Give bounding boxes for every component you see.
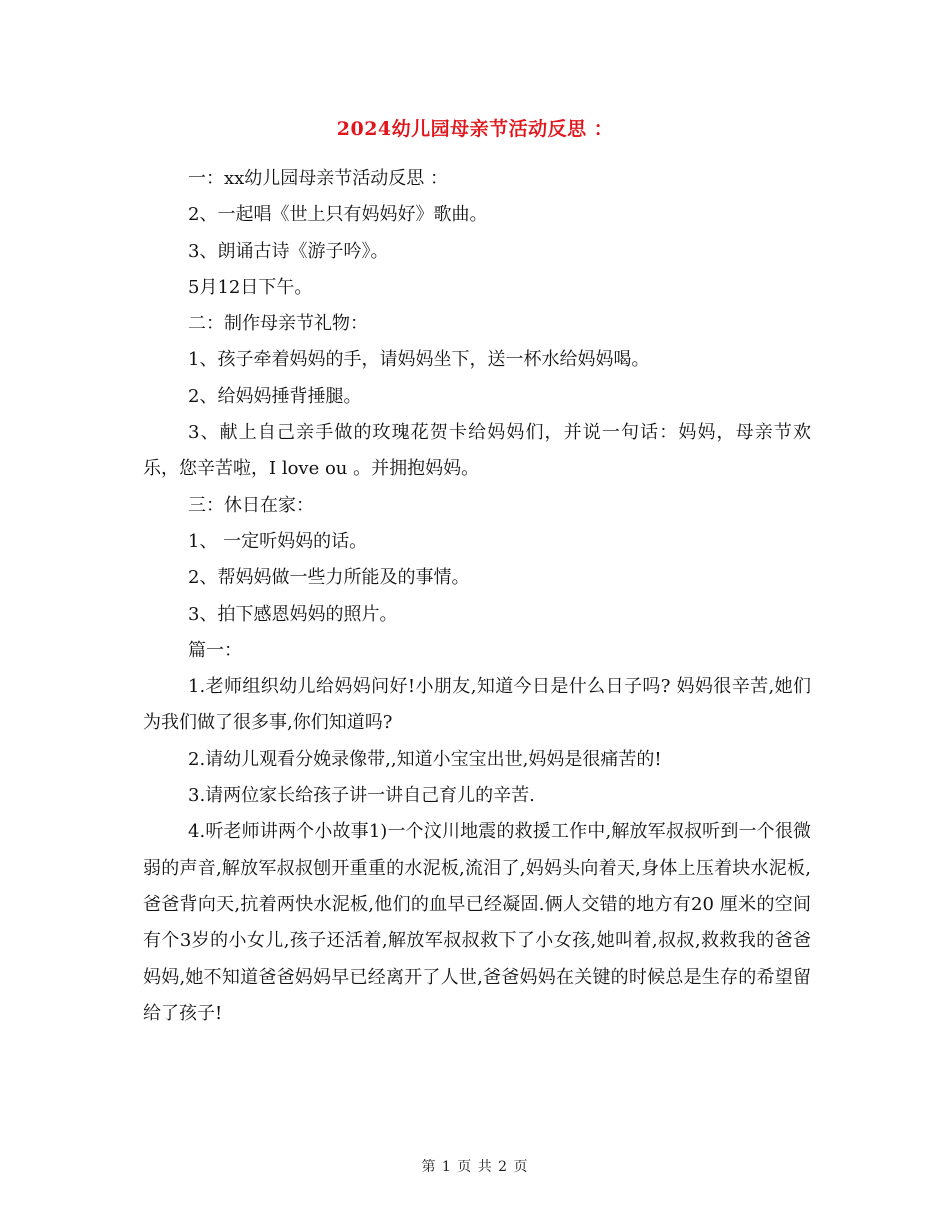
paragraph: 4.听老师讲两个小故事1)一个汶川地震的救援工作中,解放军叔叔听到一个很微弱的声音,解放军叔叔刨开重重的水泥板,流泪了,妈妈头向着天,身体上压着块水泥板,爸爸背向天,抗着两快水泥板,他们的血早已经凝固.俩人交错的地方有20 厘米的空间有个3岁的小女儿,孩子还活着,解放军叔叔救下了小女孩,她叫着,叔叔,救救我的爸爸妈妈,她不知道爸爸妈妈早已经离开了人世,爸爸妈妈在关键的时候总是生存的希望留给了孩子!: [143, 821, 811, 1024]
paragraph: 3.请两位家长给孩子讲一讲自己育儿的辛苦.: [188, 785, 535, 807]
paragraph: 2、帮妈妈做一些力所能及的事情。: [188, 567, 470, 589]
paragraph: 1、孩子牵着妈妈的手，请妈妈坐下，送一杯水给妈妈喝。: [188, 349, 650, 371]
paragraph: 三：休日在家：: [188, 494, 314, 516]
paragraph: 3、拍下感恩妈妈的照片。: [188, 603, 398, 625]
document-title: 2024幼儿园母亲节活动反思 ：: [336, 118, 614, 140]
paragraph: 一：xx幼儿园母亲节活动反思 ：: [188, 168, 449, 189]
paragraph: 篇一：: [188, 639, 242, 661]
paragraph: 2、一起唱《世上只有妈妈好》歌曲。: [188, 204, 488, 226]
page-footer: 第 1 页 共 2 页: [421, 1159, 529, 1175]
paragraph: 2、给妈妈捶背捶腿。: [188, 385, 362, 407]
paragraph: 1.老师组织幼儿给妈妈问好!小朋友,知道今日是什么日子吗? 妈妈很辛苦,她们为我们做了很多事,你们知道吗?: [143, 676, 811, 734]
paragraph: 1、 一定听妈妈的话。: [188, 530, 368, 552]
paragraph: 3、献上自己亲手做的玫瑰花贺卡给妈妈们，并说一句话：妈妈，母亲节欢乐，您辛苦啦，I love ou 。并拥抱妈妈。: [143, 422, 811, 480]
paragraph: 3、朗诵古诗《游子吟》。: [188, 240, 389, 262]
paragraph: 2.请幼儿观看分娩录像带,,知道小宝宝出世,妈妈是很痛苦的!: [188, 748, 662, 770]
document-body: [143, 161, 811, 1032]
paragraph: 5月12日下午。: [188, 276, 313, 298]
paragraph: 二：制作母亲节礼物：: [188, 313, 368, 335]
